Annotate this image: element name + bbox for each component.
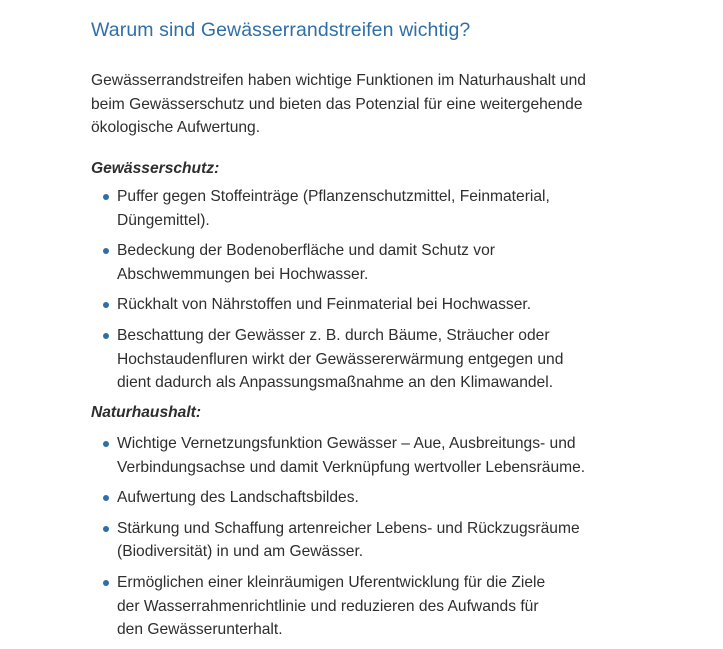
list-item-line: Verbindungsachse und damit Verknüpfung wertvoller Lebensräume. xyxy=(117,458,586,476)
page-title: Warum sind Gewässerrandstreifen wichtig? xyxy=(91,19,471,41)
list-item-line: Düngemittel). xyxy=(117,211,210,229)
list-item xyxy=(103,517,663,564)
intro-paragraph xyxy=(91,69,691,140)
bullet-icon xyxy=(103,194,109,200)
list-item xyxy=(103,324,663,395)
intro-line: ökologische Aufwertung. xyxy=(91,119,261,137)
bullet-icon xyxy=(103,526,109,532)
list-item-line: Ermöglichen einer kleinräumigen Uferentwicklung für die Ziele xyxy=(117,573,546,591)
list-item xyxy=(103,185,663,232)
list-item-line: den Gewässerunterhalt. xyxy=(117,621,283,639)
list-item-line: Aufwertung des Landschaftsbildes. xyxy=(117,489,359,507)
list-item-line: der Wasserrahmenrichtlinie und reduzieren des Aufwands für xyxy=(117,597,539,615)
list-item-line: Beschattung der Gewässer z. B. durch Bäume, Sträucher oder xyxy=(117,326,550,344)
list-item xyxy=(103,571,663,642)
list-item-line: Hochstaudenfluren wirkt der Gewässererwärmung entgegen und xyxy=(117,350,564,368)
intro-line: Gewässerrandstreifen haben wichtige Funktionen im Naturhaushalt und xyxy=(91,72,586,89)
bullet-icon xyxy=(103,248,109,254)
list-item-line: Wichtige Vernetzungsfunktion Gewässer – Aue, Ausbreitungs- und xyxy=(117,435,576,452)
bullet-icon xyxy=(103,580,109,586)
list-item-line: Abschwemmungen bei Hochwasser. xyxy=(117,265,369,283)
section-heading-gewaesserschutz: Gewässerschutz: xyxy=(91,160,220,177)
bullet-icon xyxy=(103,441,109,447)
list-item-line: (Biodiversität) in und am Gewässer. xyxy=(117,543,364,561)
list-item-line: Puffer gegen Stoffeinträge (Pflanzenschutzmittel, Feinmaterial, xyxy=(117,188,550,205)
list-item xyxy=(103,239,663,286)
list-item-line: Bedeckung der Bodenoberfläche und damit Schutz vor xyxy=(117,242,495,260)
bullet-list-naturhaushalt xyxy=(103,432,663,649)
list-item-line: Rückhalt von Nährstoffen und Feinmaterial bei Hochwasser. xyxy=(117,296,532,314)
list-item xyxy=(103,486,663,510)
list-item-line: Stärkung und Schaffung artenreicher Lebens- und Rückzugsräume xyxy=(117,519,580,537)
list-item xyxy=(103,432,663,479)
bullet-list-gewaesserschutz xyxy=(103,185,663,402)
bullet-icon xyxy=(103,495,109,501)
intro-line: beim Gewässerschutz und bieten das Potenzial für eine weitergehende xyxy=(91,95,583,113)
section-heading-naturhaushalt: Naturhaushalt: xyxy=(91,404,202,421)
list-item-line: dient dadurch als Anpassungsmaßnahme an den Klimawandel. xyxy=(117,374,554,392)
list-item xyxy=(103,293,663,317)
bullet-icon xyxy=(103,302,109,308)
bullet-icon xyxy=(103,333,109,339)
